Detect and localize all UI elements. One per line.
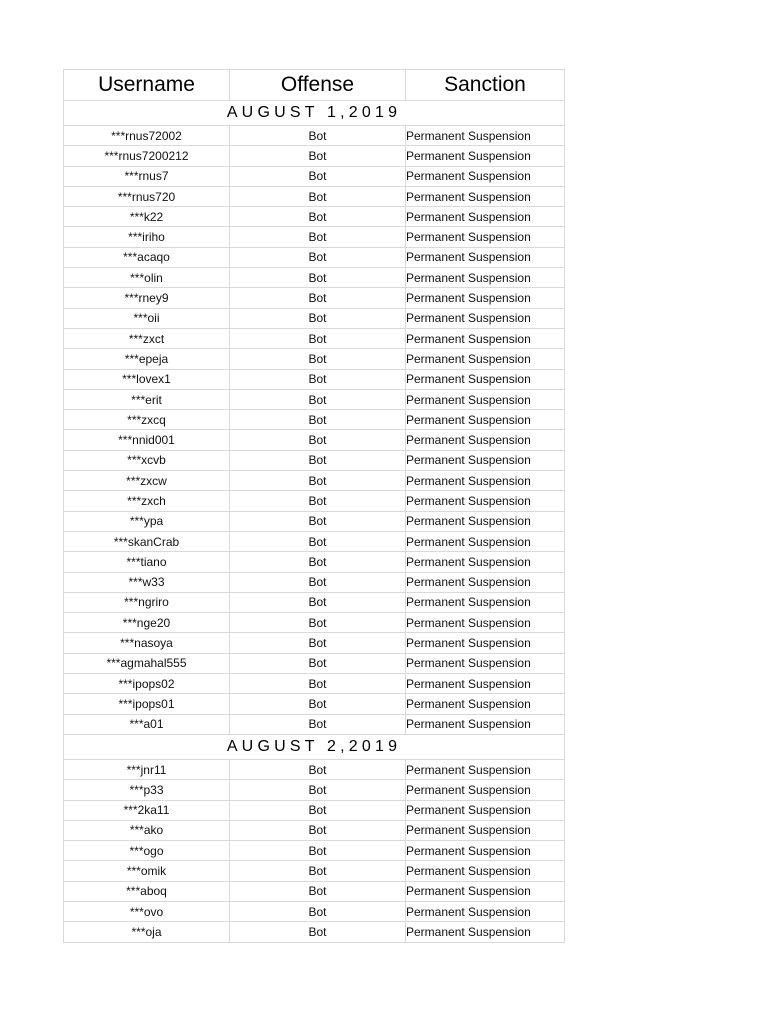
sanction-cell: Permanent Suspension bbox=[406, 491, 565, 511]
table-row bbox=[64, 247, 565, 267]
sanction-cell: Permanent Suspension bbox=[406, 186, 565, 206]
header-row bbox=[64, 70, 565, 101]
table-row bbox=[64, 450, 565, 470]
username-cell: ***agmahal555 bbox=[64, 653, 230, 673]
table-row bbox=[64, 901, 565, 921]
username-cell: ***k22 bbox=[64, 207, 230, 227]
sanction-cell: Permanent Suspension bbox=[406, 308, 565, 328]
offense-cell: Bot bbox=[230, 820, 406, 840]
offense-cell: Bot bbox=[230, 901, 406, 921]
offense-cell: Bot bbox=[230, 471, 406, 491]
username-cell: ***nasoya bbox=[64, 633, 230, 653]
sanction-cell: Permanent Suspension bbox=[406, 471, 565, 491]
offense-cell: Bot bbox=[230, 633, 406, 653]
offense-cell: Bot bbox=[230, 861, 406, 881]
table-row bbox=[64, 471, 565, 491]
sanction-cell: Permanent Suspension bbox=[406, 531, 565, 551]
sanction-cell: Permanent Suspension bbox=[406, 349, 565, 369]
username-cell: ***rnus720 bbox=[64, 186, 230, 206]
table-row bbox=[64, 922, 565, 942]
sanction-cell: Permanent Suspension bbox=[406, 714, 565, 734]
header-offense: Offense bbox=[230, 70, 406, 101]
username-cell: ***ngriro bbox=[64, 592, 230, 612]
offense-cell: Bot bbox=[230, 613, 406, 633]
offense-cell: Bot bbox=[230, 694, 406, 714]
table-row bbox=[64, 430, 565, 450]
username-cell: ***skanCrab bbox=[64, 531, 230, 551]
username-cell: ***epeja bbox=[64, 349, 230, 369]
username-cell: ***ipops01 bbox=[64, 694, 230, 714]
username-cell: ***jnr11 bbox=[64, 759, 230, 779]
section-date: AUGUST 1,2019 bbox=[64, 101, 565, 126]
sanction-cell: Permanent Suspension bbox=[406, 430, 565, 450]
offense-cell: Bot bbox=[230, 922, 406, 942]
offense-cell: Bot bbox=[230, 268, 406, 288]
table-row bbox=[64, 389, 565, 409]
offense-cell: Bot bbox=[230, 572, 406, 592]
sanction-cell: Permanent Suspension bbox=[406, 613, 565, 633]
header-sanction: Sanction bbox=[406, 70, 565, 101]
username-cell: ***ipops02 bbox=[64, 674, 230, 694]
offense-cell: Bot bbox=[230, 592, 406, 612]
offense-cell: Bot bbox=[230, 126, 406, 146]
offense-cell: Bot bbox=[230, 288, 406, 308]
table-row bbox=[64, 674, 565, 694]
sanction-cell: Permanent Suspension bbox=[406, 166, 565, 186]
sanction-cell: Permanent Suspension bbox=[406, 633, 565, 653]
table-row bbox=[64, 227, 565, 247]
header-username: Username bbox=[64, 70, 230, 101]
sanction-cell: Permanent Suspension bbox=[406, 694, 565, 714]
sanction-cell: Permanent Suspension bbox=[406, 146, 565, 166]
table-row bbox=[64, 613, 565, 633]
sanction-cell: Permanent Suspension bbox=[406, 511, 565, 531]
sanction-cell: Permanent Suspension bbox=[406, 592, 565, 612]
offense-cell: Bot bbox=[230, 389, 406, 409]
username-cell: ***zxcq bbox=[64, 410, 230, 430]
offense-cell: Bot bbox=[230, 328, 406, 348]
sanction-cell: Permanent Suspension bbox=[406, 126, 565, 146]
table-row bbox=[64, 288, 565, 308]
table-row bbox=[64, 531, 565, 551]
username-cell: ***2ka11 bbox=[64, 800, 230, 820]
table-row bbox=[64, 328, 565, 348]
table-row bbox=[64, 572, 565, 592]
offense-cell: Bot bbox=[230, 511, 406, 531]
offense-cell: Bot bbox=[230, 207, 406, 227]
username-cell: ***zxcw bbox=[64, 471, 230, 491]
table-header bbox=[64, 70, 565, 101]
username-cell: ***rnus7 bbox=[64, 166, 230, 186]
offense-cell: Bot bbox=[230, 166, 406, 186]
sanction-cell: Permanent Suspension bbox=[406, 288, 565, 308]
offense-cell: Bot bbox=[230, 780, 406, 800]
sanction-cell: Permanent Suspension bbox=[406, 674, 565, 694]
section-date: AUGUST 2,2019 bbox=[64, 734, 565, 759]
username-cell: ***tiano bbox=[64, 552, 230, 572]
offense-cell: Bot bbox=[230, 714, 406, 734]
username-cell: ***oii bbox=[64, 308, 230, 328]
offense-cell: Bot bbox=[230, 146, 406, 166]
table-row bbox=[64, 759, 565, 779]
sanction-cell: Permanent Suspension bbox=[406, 450, 565, 470]
offense-cell: Bot bbox=[230, 247, 406, 267]
username-cell: ***nge20 bbox=[64, 613, 230, 633]
sanction-cell: Permanent Suspension bbox=[406, 552, 565, 572]
table-row bbox=[64, 369, 565, 389]
username-cell: ***nnid001 bbox=[64, 430, 230, 450]
username-cell: ***xcvb bbox=[64, 450, 230, 470]
table-row bbox=[64, 349, 565, 369]
username-cell: ***olin bbox=[64, 268, 230, 288]
table-row bbox=[64, 308, 565, 328]
username-cell: ***rney9 bbox=[64, 288, 230, 308]
offense-cell: Bot bbox=[230, 430, 406, 450]
sanction-cell: Permanent Suspension bbox=[406, 410, 565, 430]
offense-cell: Bot bbox=[230, 674, 406, 694]
table-row bbox=[64, 881, 565, 901]
offense-cell: Bot bbox=[230, 653, 406, 673]
sanction-cell: Permanent Suspension bbox=[406, 369, 565, 389]
offense-cell: Bot bbox=[230, 308, 406, 328]
table-row bbox=[64, 841, 565, 861]
table-row bbox=[64, 410, 565, 430]
sanction-cell: Permanent Suspension bbox=[406, 780, 565, 800]
sanction-cell: Permanent Suspension bbox=[406, 572, 565, 592]
table-row bbox=[64, 861, 565, 881]
sanction-cell: Permanent Suspension bbox=[406, 653, 565, 673]
offense-cell: Bot bbox=[230, 841, 406, 861]
table-row bbox=[64, 491, 565, 511]
sanction-cell: Permanent Suspension bbox=[406, 759, 565, 779]
table-body bbox=[64, 101, 565, 943]
offense-cell: Bot bbox=[230, 186, 406, 206]
suspension-table bbox=[63, 69, 565, 943]
username-cell: ***aboq bbox=[64, 881, 230, 901]
offense-cell: Bot bbox=[230, 491, 406, 511]
offense-cell: Bot bbox=[230, 800, 406, 820]
username-cell: ***w33 bbox=[64, 572, 230, 592]
offense-cell: Bot bbox=[230, 552, 406, 572]
username-cell: ***zxch bbox=[64, 491, 230, 511]
date-section-row bbox=[64, 101, 565, 126]
table-row bbox=[64, 633, 565, 653]
sanction-cell: Permanent Suspension bbox=[406, 328, 565, 348]
table-row bbox=[64, 552, 565, 572]
sanction-cell: Permanent Suspension bbox=[406, 820, 565, 840]
username-cell: ***ypa bbox=[64, 511, 230, 531]
offense-cell: Bot bbox=[230, 881, 406, 901]
table-row bbox=[64, 166, 565, 186]
offense-cell: Bot bbox=[230, 227, 406, 247]
offense-cell: Bot bbox=[230, 531, 406, 551]
table-row bbox=[64, 820, 565, 840]
table-row bbox=[64, 780, 565, 800]
username-cell: ***a01 bbox=[64, 714, 230, 734]
username-cell: ***erit bbox=[64, 389, 230, 409]
table-row bbox=[64, 268, 565, 288]
offense-cell: Bot bbox=[230, 410, 406, 430]
sanction-cell: Permanent Suspension bbox=[406, 881, 565, 901]
username-cell: ***ovo bbox=[64, 901, 230, 921]
table-row bbox=[64, 800, 565, 820]
date-section-row bbox=[64, 734, 565, 759]
table-row bbox=[64, 207, 565, 227]
username-cell: ***omik bbox=[64, 861, 230, 881]
username-cell: ***p33 bbox=[64, 780, 230, 800]
sanction-cell: Permanent Suspension bbox=[406, 268, 565, 288]
table-row bbox=[64, 146, 565, 166]
table-row bbox=[64, 714, 565, 734]
table-row bbox=[64, 653, 565, 673]
username-cell: ***rnus72002 bbox=[64, 126, 230, 146]
sanction-cell: Permanent Suspension bbox=[406, 841, 565, 861]
sanction-cell: Permanent Suspension bbox=[406, 861, 565, 881]
username-cell: ***zxct bbox=[64, 328, 230, 348]
sanction-cell: Permanent Suspension bbox=[406, 389, 565, 409]
offense-cell: Bot bbox=[230, 450, 406, 470]
offense-cell: Bot bbox=[230, 759, 406, 779]
table-row bbox=[64, 694, 565, 714]
table-row bbox=[64, 511, 565, 531]
offense-cell: Bot bbox=[230, 369, 406, 389]
sanction-cell: Permanent Suspension bbox=[406, 800, 565, 820]
sanction-cell: Permanent Suspension bbox=[406, 901, 565, 921]
table-row bbox=[64, 186, 565, 206]
username-cell: ***rnus7200212 bbox=[64, 146, 230, 166]
username-cell: ***lovex1 bbox=[64, 369, 230, 389]
sanction-cell: Permanent Suspension bbox=[406, 922, 565, 942]
username-cell: ***iriho bbox=[64, 227, 230, 247]
offense-cell: Bot bbox=[230, 349, 406, 369]
username-cell: ***ogo bbox=[64, 841, 230, 861]
table-row bbox=[64, 592, 565, 612]
sanction-cell: Permanent Suspension bbox=[406, 227, 565, 247]
username-cell: ***acaqo bbox=[64, 247, 230, 267]
username-cell: ***oja bbox=[64, 922, 230, 942]
sanction-cell: Permanent Suspension bbox=[406, 207, 565, 227]
username-cell: ***ako bbox=[64, 820, 230, 840]
sanction-cell: Permanent Suspension bbox=[406, 247, 565, 267]
table-row bbox=[64, 126, 565, 146]
